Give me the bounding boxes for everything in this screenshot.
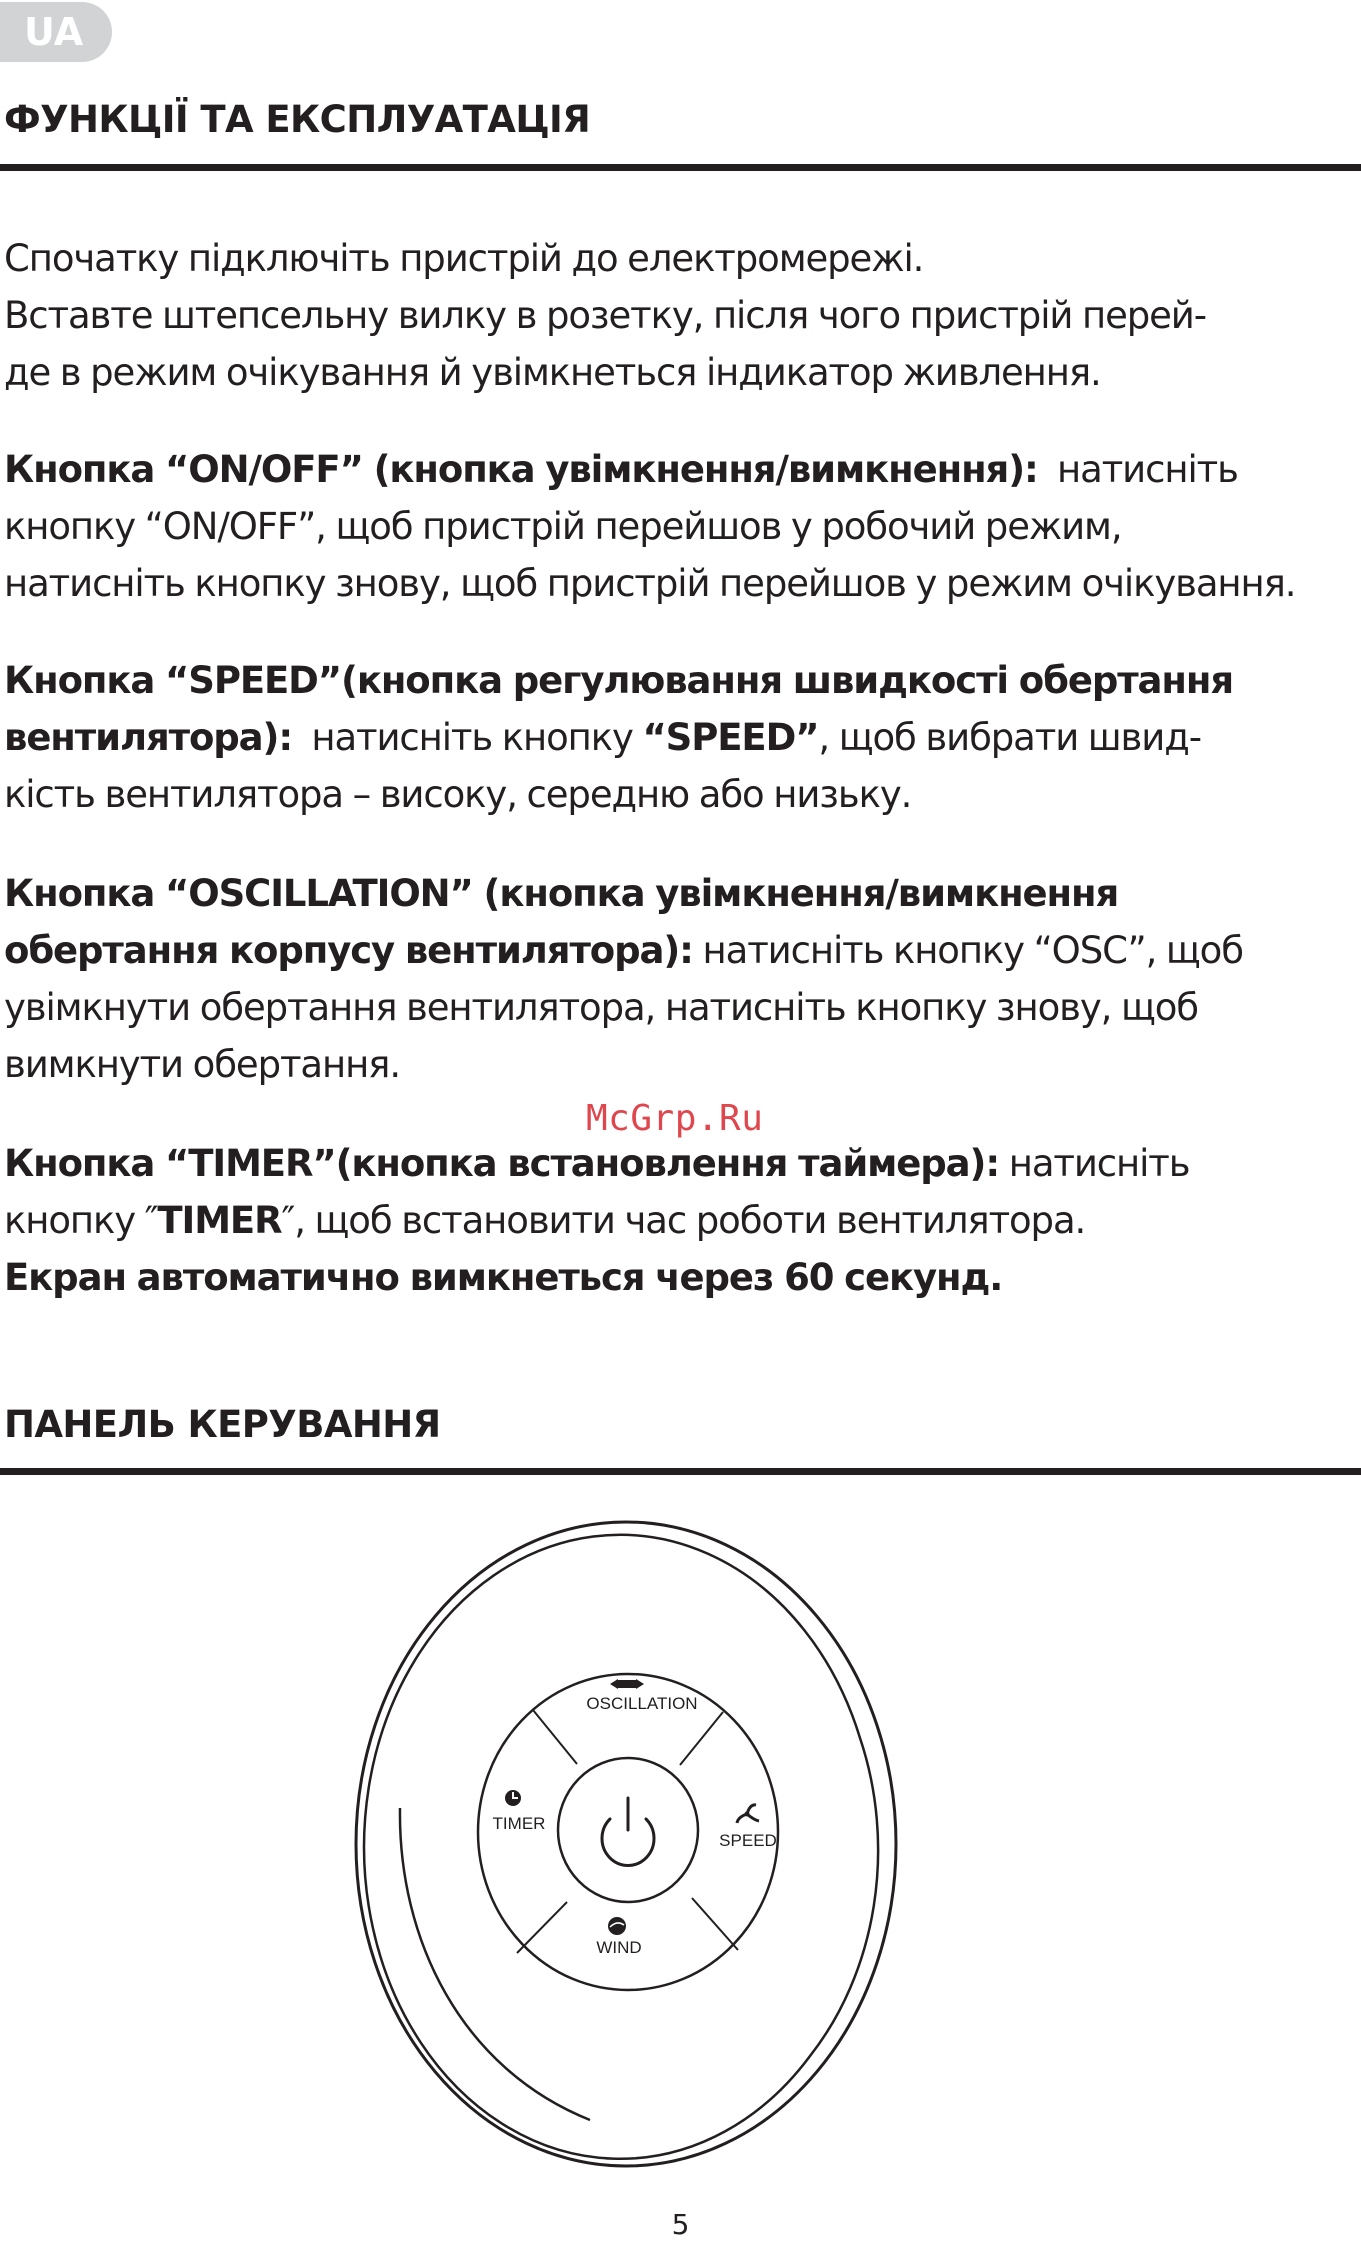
speed-bold-word: “SPEED”	[642, 716, 819, 759]
timer-icon	[505, 1790, 521, 1806]
speed-label: SPEED	[719, 1831, 777, 1850]
speed-text-b: , щоб вибрати швид-	[818, 716, 1201, 759]
timer-text-1: натисніть	[1008, 1142, 1190, 1185]
wind-label: WIND	[596, 1938, 642, 1957]
speed-heading-1: Кнопка “SPEED”(кнопка регулювання швидкості обертання	[4, 659, 1234, 702]
section-divider-1	[0, 164, 1361, 171]
timer-text-a: кнопку ″	[4, 1199, 158, 1242]
oscillation-paragraph	[4, 865, 1356, 1093]
oscillation-line-4: вимкнути обертання.	[4, 1043, 400, 1086]
timer-text-b: ″, щоб встановити час роботи вентилятора.	[281, 1199, 1086, 1242]
timer-note: Екран автоматично вимкнеться через 60 секунд.	[4, 1256, 1003, 1299]
intro-paragraph	[4, 230, 1356, 401]
speed-paragraph	[4, 652, 1356, 823]
section-title-functions: ФУНКЦІЇ ТА ЕКСПЛУАТАЦІЯ	[4, 98, 591, 141]
intro-line-3: де в режим очікування й увімкнеться індикатор живлення.	[4, 351, 1101, 394]
onoff-line-3: натисніть кнопку знову, щоб пристрій перейшов у режим очікування.	[4, 562, 1296, 605]
onoff-text-1: натисніть	[1057, 448, 1238, 491]
oscillation-heading-1: Кнопка “OSCILLATION” (кнопка увімкнення/вимкнення	[4, 872, 1119, 915]
intro-line-2: Вставте штепсельну вилку в розетку, після чого пристрій перей-	[4, 294, 1206, 337]
control-panel-svg	[340, 1508, 920, 2198]
timer-bold-word: TIMER	[157, 1199, 282, 1242]
speed-line-3: кість вентилятора – високу, середню або низьку.	[4, 773, 912, 816]
oscillation-line-3: увімкнути обертання вентилятора, натисніть кнопку знову, щоб	[4, 986, 1198, 1029]
onoff-paragraph	[4, 441, 1356, 612]
watermark-text: McGrp.Ru	[586, 1098, 764, 1139]
oscillation-text-2: натисніть кнопку “OSC”, щоб	[702, 929, 1243, 972]
onoff-heading: Кнопка “ON/OFF” (кнопка увімкнення/вимкнення):	[4, 448, 1038, 491]
language-badge: UA	[0, 2, 112, 62]
timer-label: TIMER	[492, 1814, 546, 1833]
intro-line-1: Спочатку підключіть пристрій до електромережі.	[4, 237, 924, 280]
speed-text-a: натисніть кнопку	[311, 716, 633, 759]
oscillation-heading-2: обертання корпусу вентилятора):	[4, 929, 693, 972]
timer-paragraph	[4, 1135, 1356, 1306]
timer-heading: Кнопка “TIMER”(кнопка встановлення таймера):	[4, 1142, 1000, 1185]
onoff-line-2: кнопку “ON/OFF”, щоб пристрій перейшов у робочий режим,	[4, 505, 1122, 548]
section-title-control-panel: ПАНЕЛЬ КЕРУВАННЯ	[4, 1403, 441, 1446]
section-divider-2	[0, 1468, 1361, 1475]
control-panel-diagram	[340, 1508, 920, 2198]
page-number: 5	[671, 2208, 690, 2241]
speed-heading-2: вентилятора):	[4, 716, 293, 759]
oscillation-label: OSCILLATION	[586, 1694, 698, 1713]
wind-icon	[608, 1917, 626, 1935]
